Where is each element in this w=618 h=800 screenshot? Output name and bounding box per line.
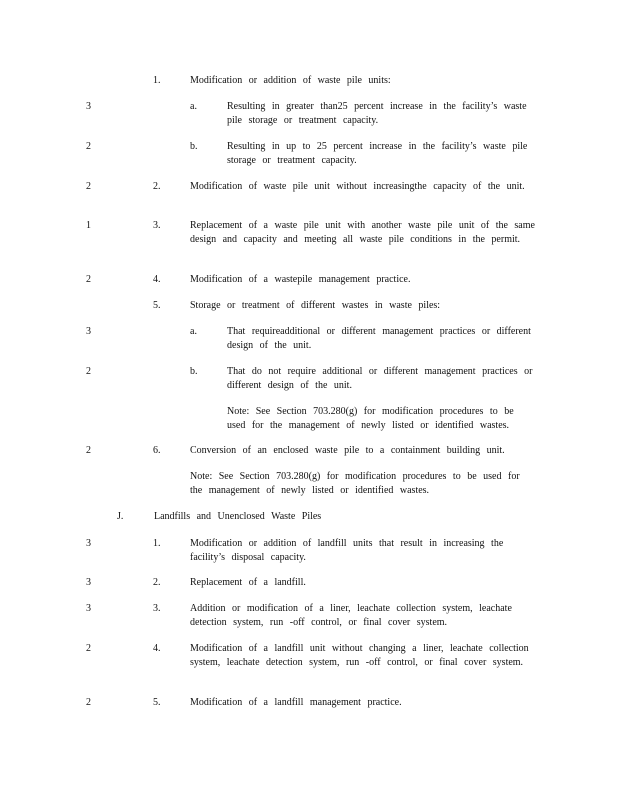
item-text: Replacement of a waste pile unit with another waste pile unit of the same design and capacity and meeting all waste pile conditions in the permit. [190,220,535,245]
class-number: 3 [86,577,91,588]
item-text: Resulting in up to 25 percent increase in the facility’s waste pile storage or treatment capacity. [227,141,528,166]
item-text: Conversion of an enclosed waste pile to a containment building unit. [190,445,505,456]
item-number: 3. [153,603,161,614]
class-number: 2 [86,141,91,152]
item-text: That requireadditional or different management practices or different design of the unit. [227,326,531,351]
note-text: Note: See Section 703.280(g) for modification procedures to be used for the management of newly listed or identified wastes. [190,471,520,496]
item-text: That do not require additional or different management practices or different design of the unit. [227,366,533,391]
item-number: 2. [153,181,161,192]
section-letter: J. [117,511,124,522]
item-text: Addition or modification of a liner, leachate collection system, leachate detection system, run -off control, or final cover system. [190,603,512,628]
class-number: 2 [86,274,91,285]
item-text: Modification of a wastepile management practice. [190,274,411,285]
item-number: a. [190,326,197,337]
class-number: 3 [86,101,91,112]
section-title: Landfills and Unenclosed Waste Piles [154,511,322,522]
item-text: Modification or addition of waste pile units: [190,75,391,86]
item-number: 5. [153,300,161,311]
class-number: 3 [86,538,91,549]
class-number: 3 [86,326,91,337]
class-number: 2 [86,697,91,708]
item-number: 4. [153,643,161,654]
item-text: Modification or addition of landfill units that result in increasing the facility’s disposal capacity. [190,538,504,563]
note-text: Note: See Section 703.280(g) for modification procedures to be used for the management of newly listed or identified wastes. [227,406,514,431]
item-number: 4. [153,274,161,285]
class-number: 2 [86,181,91,192]
item-text: Modification of waste pile unit without increasingthe capacity of the unit. [190,181,525,192]
item-text: Replacement of a landfill. [190,577,306,588]
item-number: 2. [153,577,161,588]
class-number: 1 [86,220,91,231]
item-number: 1. [153,75,161,86]
item-number: b. [190,141,198,152]
class-number: 2 [86,366,91,377]
item-number: a. [190,101,197,112]
item-number: 6. [153,445,161,456]
item-text: Modification of a landfill management practice. [190,697,402,708]
item-text: Storage or treatment of different wastes in waste piles: [190,300,441,311]
item-text: Modification of a landfill unit without changing a liner, leachate collection system, leachate detection system, run -off control, or final cover system. [190,643,529,668]
class-number: 3 [86,603,91,614]
item-number: 3. [153,220,161,231]
item-number: 5. [153,697,161,708]
item-number: b. [190,366,198,377]
item-text: Resulting in greater than25 percent increase in the facility’s waste pile storage or treatment capacity. [227,101,527,126]
item-number: 1. [153,538,161,549]
class-number: 2 [86,643,91,654]
class-number: 2 [86,445,91,456]
